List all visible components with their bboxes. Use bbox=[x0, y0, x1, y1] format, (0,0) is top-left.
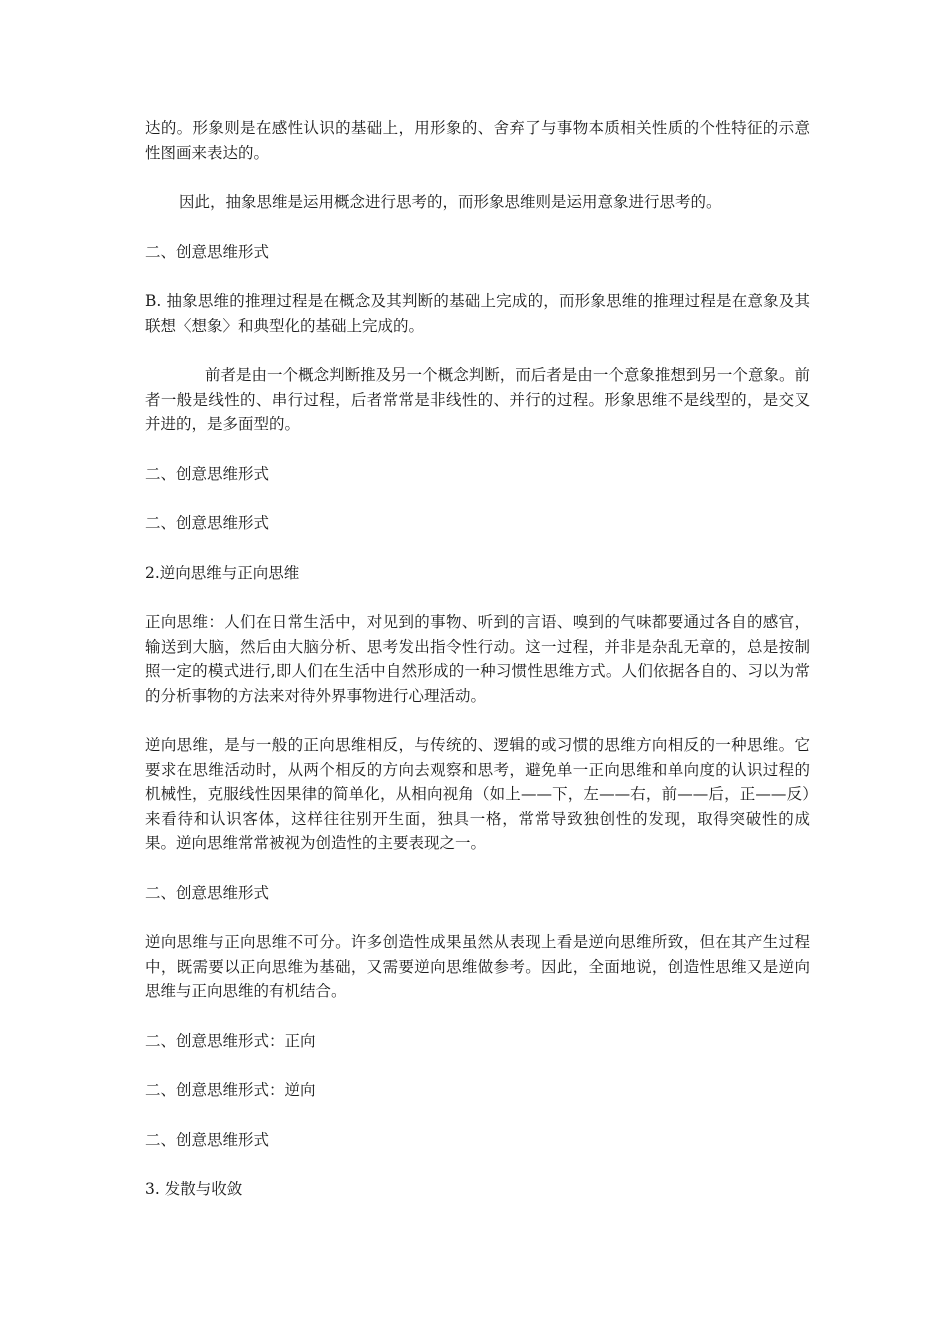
paragraph-linear-vs-parallel: 前者是由一个概念判断推及另一个概念判断，而后者是由一个意象推想到另一个意象。前者一般是线性的、串行过程，后者常常是非线性的、并行的过程。形象思维不是线型的，是交叉并进的，是多面型的。 bbox=[145, 366, 810, 433]
subsection-heading: 3. 发散与收敛 bbox=[145, 1180, 243, 1198]
section-heading: 二、创意思维形式 bbox=[145, 242, 270, 261]
section-heading-forward: 二、创意思维形式：正向 bbox=[145, 1031, 316, 1050]
section-heading-reverse: 二、创意思维形式：逆向 bbox=[145, 1081, 316, 1099]
paragraph-reasoning-process: B. 抽象思维的推理过程是在概念及其判断的基础上完成的，而形象思维的推理过程是在意象及其联想〈想象〉和典型化的基础上完成的。 bbox=[145, 292, 810, 335]
paragraph-forward-thinking: 正向思维：人们在日常生活中，对见到的事物、听到的言语、嗅到的气味都要通过各自的感官，输送到大脑，然后由大脑分析、思考发出指令性行动。这一过程，并非是杂乱无章的，总是按制照一定的模式进行,即人们在生活中自然形成的一种习惯性思维方式。人们依据各自的、习以为常的分析事物的方法来对待外界事物进行心理活动。 bbox=[145, 613, 810, 705]
paragraph-combination: 逆向思维与正向思维不可分。许多创造性成果虽然从表现上看是逆向思维所致，但在其产生过程中，既需要以正向思维为基础，又需要逆向思维做参考。因此，全面地说，创造性思维又是逆向思维与正向思维的有机结合。 bbox=[145, 933, 810, 1000]
paragraph-summary: 因此，抽象思维是运用概念进行思考的，而形象思维则是运用意象进行思考的。 bbox=[179, 193, 722, 211]
section-heading: 二、创意思维形式 bbox=[145, 1130, 270, 1149]
section-heading: 二、创意思维形式 bbox=[145, 514, 270, 532]
paragraph-image-expression: 达的。形象则是在感性认识的基础上，用形象的、舍弃了与事物本质相关性质的个性特征的示意性图画来表达的。 bbox=[145, 119, 810, 162]
section-heading: 二、创意思维形式 bbox=[145, 883, 270, 902]
paragraph-reverse-thinking: 逆向思维，是与一般的正向思维相反，与传统的、逻辑的或习惯的思维方向相反的一种思维。它要求在思维活动时，从两个相反的方向去观察和思考，避免单一正向思维和单向度的认识过程的机械性，克服线性因果律的简单化，从相向视角（如上——下，左——右，前——后，正——反）来看待和认识客体，这样往往别开生面，独具一格，常常导致独创性的发现，取得突破性的成果。逆向思维常常被视为创造性的主要表现之一。 bbox=[145, 736, 810, 852]
document-body bbox=[145, 116, 810, 1227]
section-heading: 二、创意思维形式 bbox=[145, 464, 270, 483]
subsection-heading: 2.逆向思维与正向思维 bbox=[145, 563, 300, 582]
